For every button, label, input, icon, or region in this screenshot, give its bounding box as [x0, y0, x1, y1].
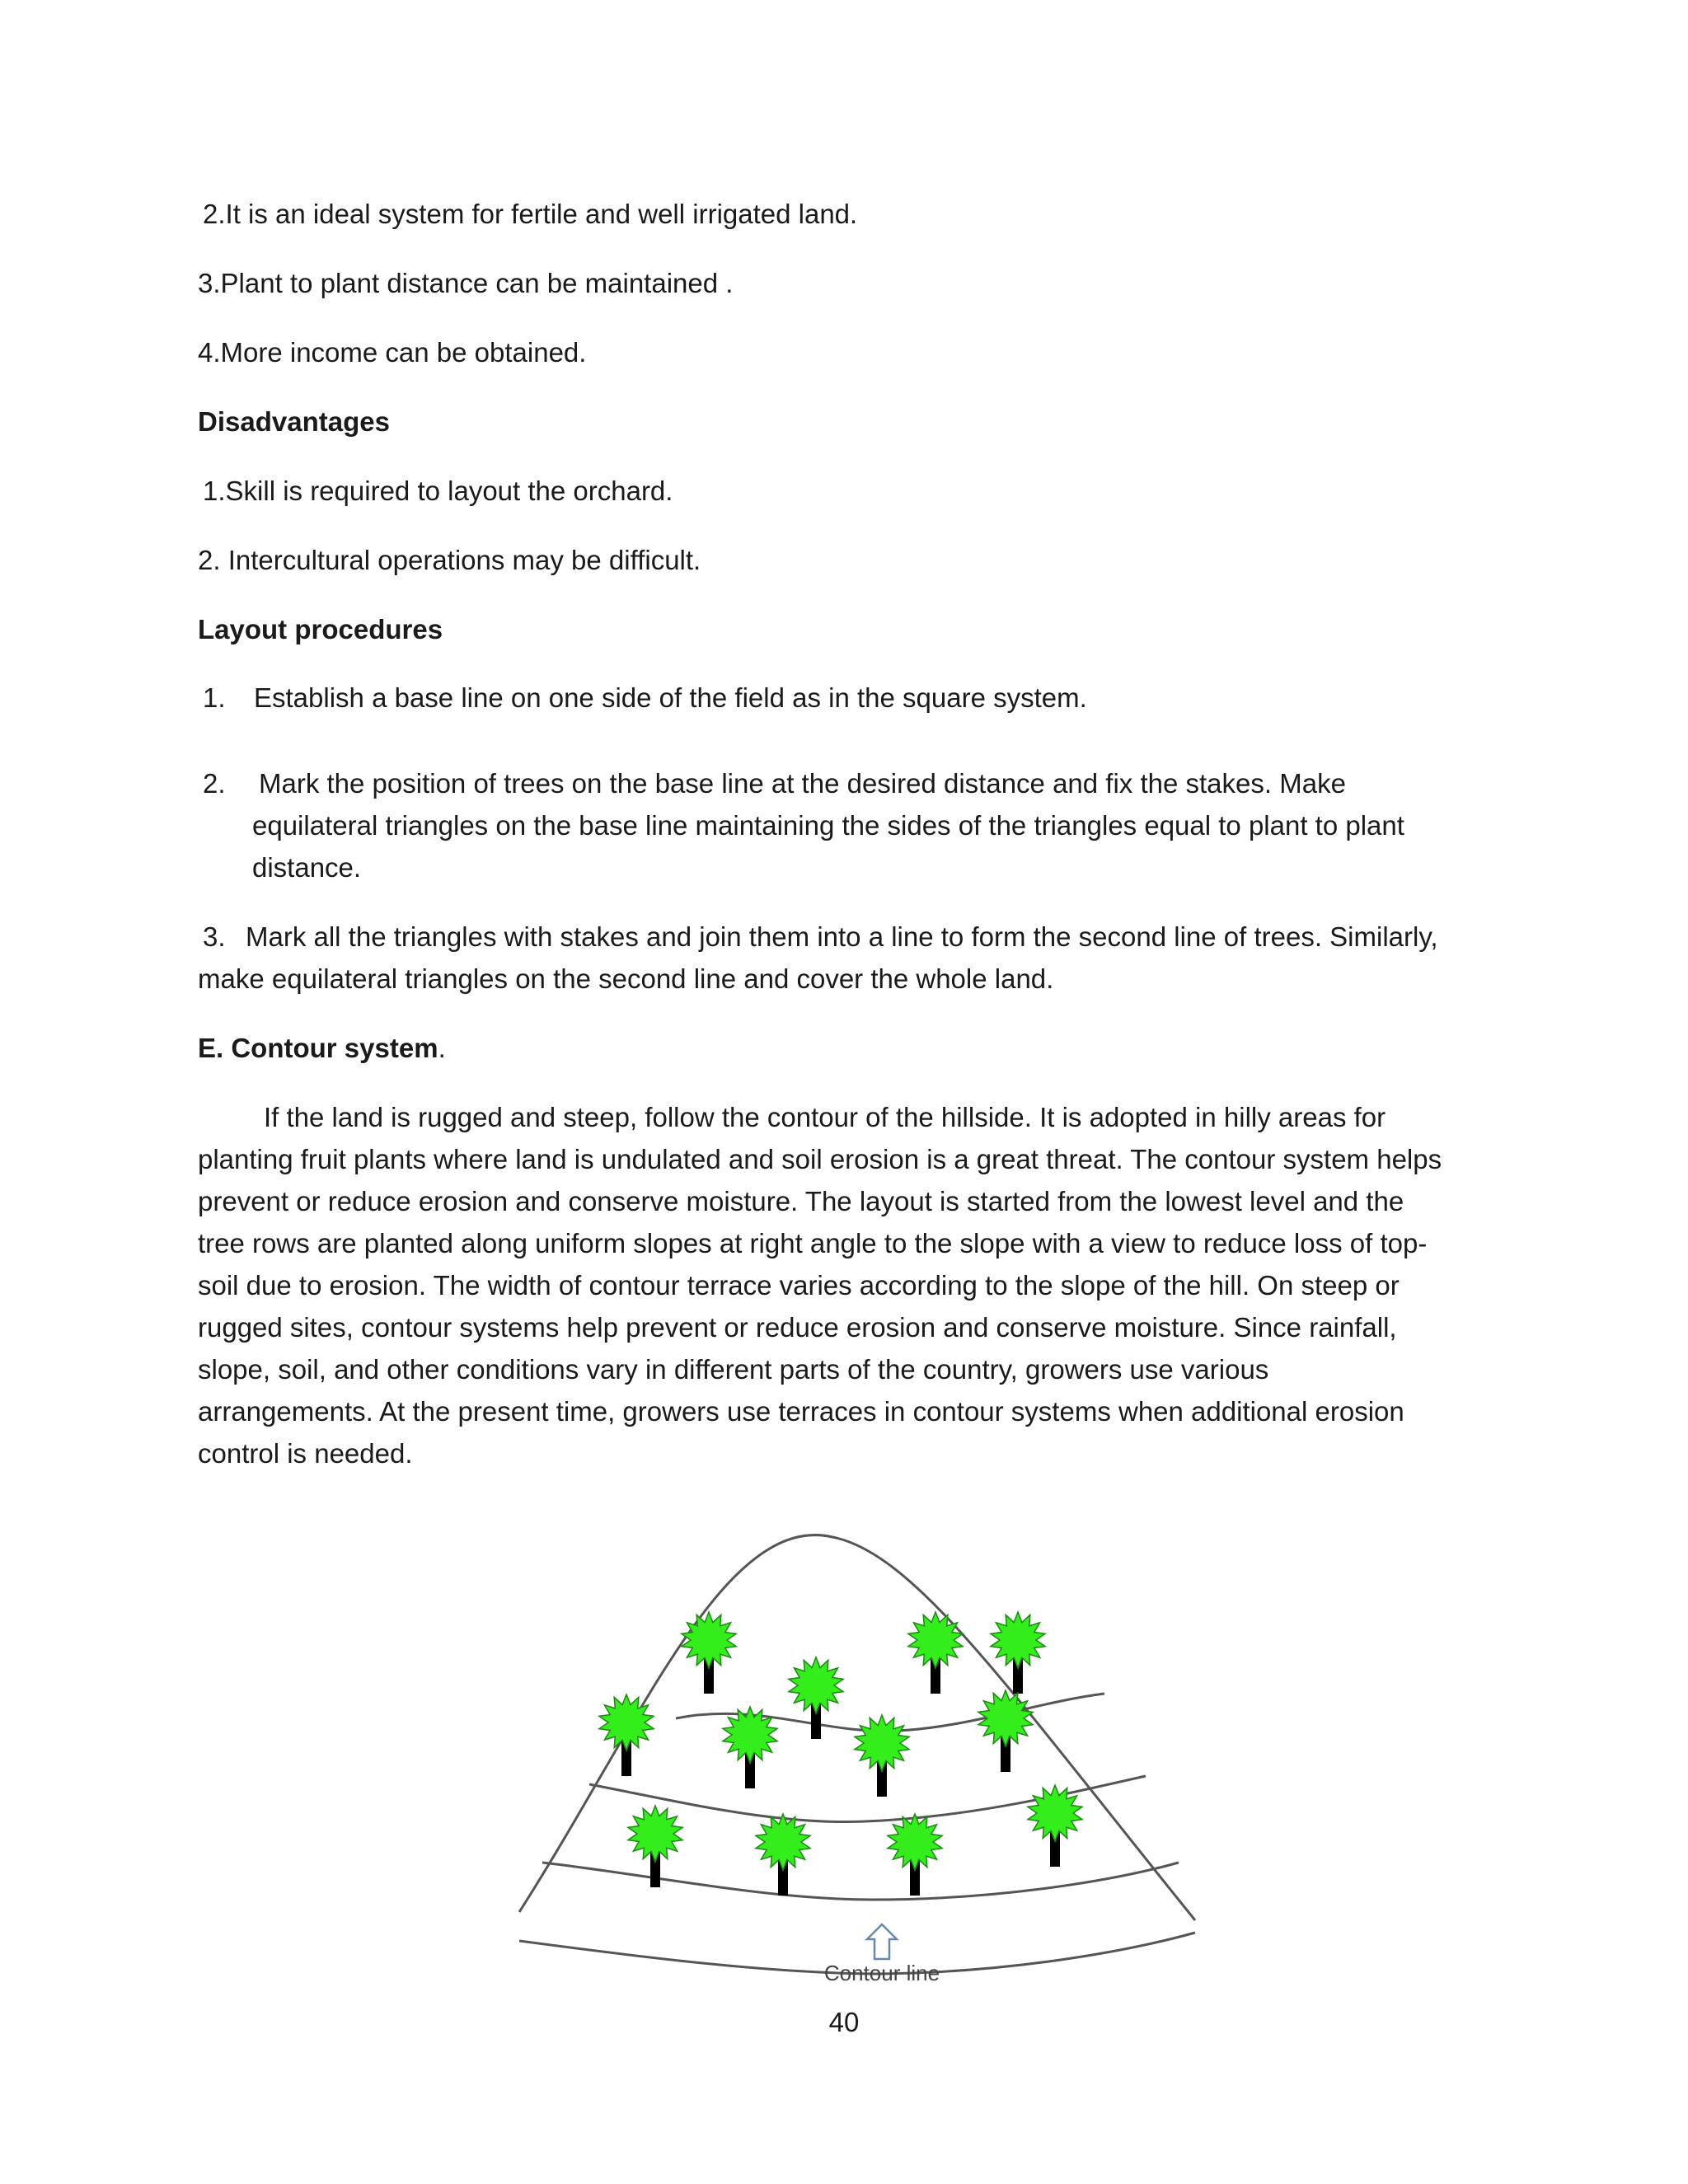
contour-arrow-icon — [867, 1924, 897, 1959]
tree-icon — [855, 1715, 909, 1797]
tree-foliage — [978, 1690, 1033, 1746]
trees — [599, 1612, 1082, 1896]
procedure-step-2-line-3: distance. — [252, 852, 362, 883]
tree-icon — [991, 1612, 1045, 1694]
step-text-line-1: Mark the position of trees on the base line at the desired distance and fix the stakes. Make — [259, 768, 1346, 799]
contour-paragraph-line-1: If the land is rugged and steep, follow the contour of the hillside. It is adopted in hilly areas for — [264, 1102, 1386, 1132]
advantage-item-2: 2.It is an ideal system for fertile and well irrigated land. — [203, 199, 858, 229]
tree-foliage — [789, 1657, 843, 1713]
contour-heading-period: . — [438, 1033, 446, 1063]
tree-icon — [756, 1814, 810, 1896]
contour-paragraph-line-8: arrangements. At the present time, growers use terraces in contour systems when additional erosion — [198, 1396, 1404, 1427]
step-number: 1. — [203, 682, 226, 713]
contour-heading-text: E. Contour system — [198, 1033, 438, 1063]
disadvantages-heading: Disadvantages — [198, 406, 390, 437]
tree-foliage — [1028, 1785, 1082, 1841]
contour-paragraph-line-3: prevent or reduce erosion and conserve moisture. The layout is started from the lowest level and the — [198, 1186, 1404, 1216]
disadvantage-item-1: 1.Skill is required to layout the orchard. — [203, 476, 673, 506]
contour-paragraph-line-6: rugged sites, contour systems help prevent or reduce erosion and conserve moisture. Since rainfall, — [198, 1312, 1397, 1343]
advantage-item-3: 3.Plant to plant distance can be maintained . — [198, 268, 734, 298]
contour-system-diagram — [511, 1529, 1212, 2023]
step-text-line-1: Mark all the triangles with stakes and join them into a line to form the second line of trees. Similarly, — [246, 921, 1438, 952]
step-number: 2. — [203, 768, 226, 799]
contour-paragraph-line-9: control is needed. — [198, 1438, 413, 1469]
tree-icon — [682, 1612, 736, 1694]
procedure-step-3 — [203, 916, 1438, 958]
tree-foliage — [756, 1814, 810, 1870]
tree-foliage — [599, 1694, 654, 1750]
contour-paragraph-line-2: planting fruit plants where land is undulated and soil erosion is a great threat. The contour system helps — [198, 1144, 1442, 1174]
tree-icon — [723, 1707, 777, 1788]
contour-line-label: Contour line — [823, 1961, 940, 1985]
step-number: 3. — [203, 921, 226, 952]
tree-icon — [908, 1612, 963, 1694]
procedure-step-2 — [203, 763, 1346, 804]
page-number: 40 — [828, 2007, 860, 2037]
tree-foliage — [855, 1715, 909, 1771]
layout-procedures-heading: Layout procedures — [198, 614, 443, 644]
contour-system-heading — [198, 1028, 446, 1069]
contour-line-3 — [542, 1863, 1179, 1900]
step-text: Establish a base line on one side of the field as in the square system. — [254, 682, 1087, 713]
contour-paragraph-line-4: tree rows are planted along uniform slopes at right angle to the slope with a view to reduce loss of top- — [198, 1228, 1428, 1258]
tree-foliage — [682, 1612, 736, 1668]
tree-foliage — [888, 1814, 942, 1870]
tree-foliage — [628, 1806, 682, 1862]
contour-paragraph-line-5: soil due to erosion. The width of contour terrace varies according to the slope of the hill. On steep or — [198, 1270, 1400, 1301]
disadvantage-item-2: 2. Intercultural operations may be difficult. — [198, 545, 701, 575]
tree-foliage — [908, 1612, 963, 1668]
tree-icon — [978, 1690, 1033, 1772]
procedure-step-2-line-2: equilateral triangles on the base line maintaining the sides of the triangles equal to plant to plant — [252, 810, 1404, 841]
tree-foliage — [723, 1707, 777, 1763]
procedure-step-3-line-2: make equilateral triangles on the second line and cover the whole land. — [198, 963, 1054, 994]
tree-icon — [1028, 1785, 1082, 1867]
contour-paragraph-line-7: slope, soil, and other conditions vary in different parts of the country, growers use various — [198, 1354, 1269, 1385]
advantage-item-4: 4.More income can be obtained. — [198, 337, 587, 368]
procedure-step-1 — [203, 677, 1087, 719]
tree-icon — [888, 1814, 942, 1896]
tree-foliage — [991, 1612, 1045, 1668]
